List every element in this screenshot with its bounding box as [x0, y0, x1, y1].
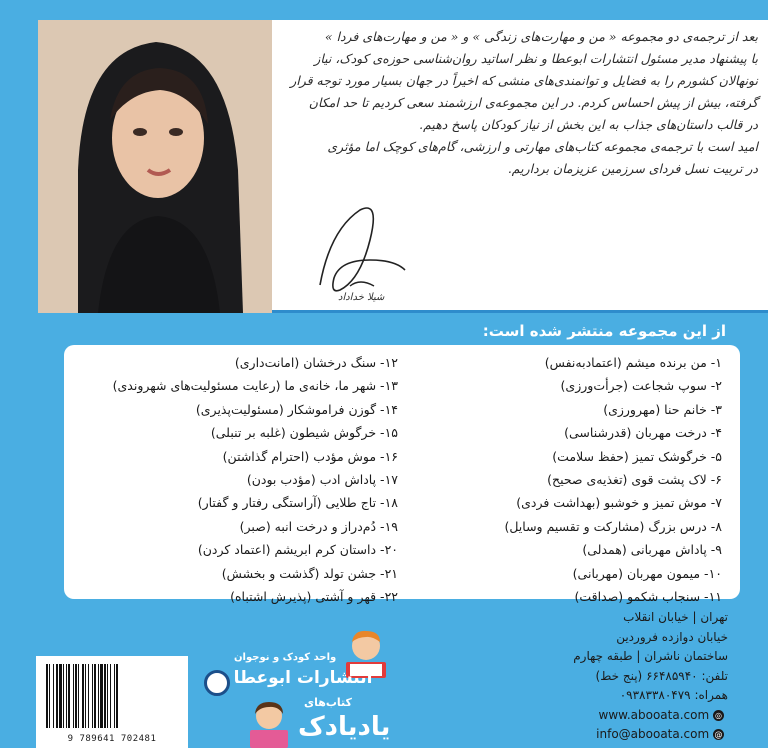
brand-name: انتشارات ابوعطا [233, 668, 373, 688]
mobile-number: همراه: ۰۹۳۸۳۳۸۰۴۷۹ [619, 688, 728, 702]
intro-text [282, 26, 758, 180]
globe-icon: ◎ [713, 710, 724, 721]
publisher-logo [198, 626, 408, 748]
isbn-barcode [36, 656, 188, 748]
list-item: ۱۱- سنجاب شکمو (صداقت) [574, 589, 722, 605]
list-item: ۲- سوپ شجاعت (جرأت‌ورزی) [560, 378, 722, 394]
intro-panel [38, 20, 768, 313]
list-item: ۴- درخت مهربان (قدرشناسی) [564, 425, 722, 441]
barcode-bars [46, 664, 178, 728]
list-item: ۹- پاداش مهربانی (همدلی) [582, 542, 722, 558]
list-item: ۱۰- میمون مهربان (مهربانی) [572, 565, 722, 581]
intro-line: نونهالان کشورم را به فضایل و توانمندی‌های منشی که اخیراً در جهان بسیار مورد توجه قرار [290, 73, 758, 88]
email-link[interactable]: info@abooata.com [596, 727, 710, 741]
list-item: ۱۲- سنگ درخشان (امانت‌داری) [234, 355, 398, 370]
barcode-number: 9 789641 702481 [67, 734, 157, 744]
phone-number: تلفن: ۶۶۴۸۵۹۴۰ (پنج خط) [595, 668, 728, 683]
series-name: یادیادک [298, 712, 391, 742]
list-item: ۲۰- داستان کرم ابریشم (اعتماد کردن) [197, 542, 398, 558]
portrait-image [38, 20, 272, 313]
email-icon: @ [714, 730, 723, 739]
intro-line: امید است با ترجمه‌ی مجموعه کتاب‌های مهارتی و ارزشی، گام‌های کوچک اما مؤثری [327, 139, 758, 154]
list-heading: از این مجموعه منتشر شده است: [482, 322, 726, 340]
list-item: ۵- خرگوشک تمیز (حفظ سلامت) [552, 448, 722, 464]
intro-line: در تربیت نسل فردای سرزمین عزیزمان برداریم. [507, 161, 758, 176]
list-item: ۱۷- پاداش ادب (مؤدب بودن) [246, 472, 398, 488]
list-item: ۱۶- موش مؤدب (احترام گذاشتن) [222, 448, 398, 464]
list-item: ۱۹- دُم‌دراز و درخت انبه (صبر) [239, 518, 398, 534]
address-line: خیابان دوازده فروردین [616, 629, 728, 644]
translator-portrait [38, 20, 272, 313]
intro-line: گرفته، بیش از پیش احساس کردم. در این مجموعه‌ی ارزشمند سعی کردیم تا حد امکان [308, 95, 758, 110]
barcode-bar [118, 664, 119, 728]
email-row [408, 725, 728, 745]
list-item: ۱- من برنده میشم (اعتمادبه‌نفس) [544, 355, 722, 370]
series-label: کتاب‌های [304, 696, 352, 709]
unit-label: واحد کودک و نوجوان [234, 652, 337, 663]
list-item: ۱۳- شهر ما، خانه‌ی ما (رعایت مسئولیت‌های شهروندی) [112, 378, 398, 394]
intro-line: با پیشنهاد مدیر مسئول انتشارات ابوعطا و نظر اساتید روان‌شناسی حوزه‌ی کودک، نیاز [314, 51, 758, 66]
address-line: ساختمان ناشران | طبقه چهارم [573, 649, 728, 663]
list-item: ۶- لاک پشت قوی (تغذیه‌ی صحیح) [547, 472, 722, 488]
intro-line: بعد از ترجمه‌ی دو مجموعه « من و مهارت‌های زندگی » و « من و مهارت‌های فردا » [324, 29, 758, 44]
titles-column-left [68, 351, 398, 608]
titles-list [64, 345, 740, 605]
address-line: تهران | خیابان انقلاب [623, 610, 728, 624]
signature-name: شیلا خداداد [338, 292, 385, 303]
intro-line: در قالب داستان‌های جذاب به این بخش از نیاز کودکان پاسخ دهیم. [419, 117, 758, 132]
website-row [408, 706, 728, 726]
website-link[interactable]: www.abooata.com [598, 707, 710, 722]
girl-reading-icon [242, 698, 296, 748]
titles-column-right [402, 351, 722, 608]
list-item: ۷- موش تمیز و خوشبو (بهداشت فردی) [516, 495, 722, 511]
publisher-address [408, 608, 728, 745]
list-item: ۳- خانم حنا (مهرورزی) [603, 401, 722, 417]
list-item: ۸- درس بزرگ (مشارکت و تقسیم وسایل) [504, 518, 722, 534]
list-item: ۱۵- خرگوش شیطون (غلبه بر تنبلی) [210, 425, 398, 441]
list-item: ۱۴- گوزن فراموشکار (مسئولیت‌پذیری) [195, 401, 398, 417]
list-item: ۱۸- تاج طلایی (آراستگی رفتار و گفتار) [197, 495, 398, 511]
list-item: ۲۱- جشن تولد (گذشت و بخشش) [221, 565, 398, 581]
list-item: ۲۲- قهر و آشتی (پذیرش اشتباه) [230, 589, 398, 605]
